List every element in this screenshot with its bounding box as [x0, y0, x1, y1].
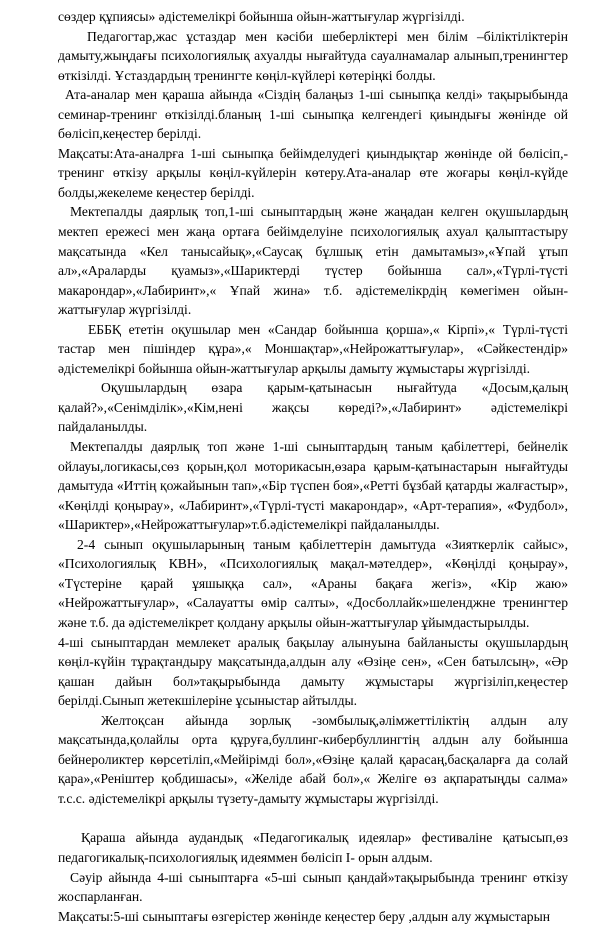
- paragraph-2: Педагогтар,жас ұстаздар мен кәсіби шеберліктері мен білім –біліктіліктерін дамыту,жыңдағы психологиялық ахуалды нығайтуда сауалнамалар алынып,тренингтер өткізілді. Ұстаздардың тренингте көңіл-күйлері көтеріңкі болды.: [58, 28, 568, 83]
- paragraph-12: Қараша айында аудандық «Педагогикалық идеялар» фестиваліне қатысып,өз педагогикалық-психологиялық идеяммен бөлісіп І- орын алдым.: [58, 830, 568, 865]
- paragraph-6: ЕББҚ ететін оқушылар мен «Сандар бойынша қорша»,« Кірпі»,« Түрлі-түсті тастар мен пішіндер құра»,« Моншақтар»,«Нейрожаттығулар», «Сәйкестендір» әдістемелікрі бойынша ойын-жаттығулар арқылы дамыту жұмыстары жүргізілді.: [58, 321, 568, 376]
- paragraph-13: Сәуір айында 4-ші сыныптарға «5-ші сынып қандай»тақырыбында тренинг өткізу жоспарланған.: [58, 869, 568, 905]
- paragraph-7: Оқушылардың өзара қарым-қатынасын нығайтуда «Досым,қалың қалай?»,«Сенімділік»,«Кім,нені жақсы көреді?»,«Лабиринт» әдістемелікрі пайдаланылды.: [58, 380, 568, 435]
- paragraph-9: 2-4 сынып оқушыларының таным қабілеттерін дамытуда «Зияткерлік сайыс», «Психологиялық КВН», «Психологиялық мақал-мәтелдер», «Көңілді қоңырау», «Түстеріне қарай ұяшыққа сал», «Араны бақаға жегіз», «Кір жаю» «Нейрожаттығулар», «Салауатты өмір салты», «Досболлайк»шеленджне тренингтер және т.б. да әдістемелікрет қолдану арқылы ойын-жаттығулар ұйымдастырылды.: [58, 536, 568, 630]
- paragraph-5: Мектепалды даярлық топ,1-ші сыныптардың және жаңадан келген оқушылардың мектеп ережесі мен жаңа ортаға бейімделуіне психологиялық ахуал қалыптастыру мақсатында «Кел танысайық»,«Саусақ бұлшық етін дамытамыз»,«Ұпай ұтып ал»,«Араларды қуамыз»,«Шариктерді түстер бойынша сал»,«Түрлі-түсті макарондар»,«Лабиринт»,« Ұпай жина» т.б. әдістемелікрдің көмегімен ойын-жаттығулар жүргізілді.: [58, 204, 568, 318]
- paragraph-gap: [58, 808, 568, 828]
- paragraph-4: Мақсаты:Ата-аналрға 1-ші сыныпқа бейімделудегі қиындықтар жөнінде ой бөлісіп,-тренинг өткізу арқылы көңіл-күйлерін көтеру.Ата-аналар өте жоғары көңіл-күйде болды,жекелеме кеңестер берілді.: [58, 145, 568, 200]
- paragraph-14: Мақсаты:5-ші сыныптағы өзгерістер жөнінде кеңестер беру ,алдын алу жұмыстарын: [58, 908, 550, 924]
- paragraph-8: Мектепалды даярлық топ және 1-ші сыныптардың таным қабілеттері, бейнелік ойлауы,логикасы,сөз қорын,қол моторикасын,өзара қарым-қатынастарын нығайтуды дамытуда «Иттің қожайынын тап»,«Бір түспен боя»,«Ретті бұзбай қатарды жалғастыр», «Көңілді қоңырау», «Лабиринт»,«Түрлі-түсті макарондар», «Арт-терапия», «Фудбол», «Шариктер»,«Нейрожаттығулар»т.б.әдістемелікрі пайдаланылды.: [58, 439, 568, 533]
- paragraph-3: Ата-аналар мен қараша айында «Сіздің балаңыз 1-ші сыныпқа келді» тақырыбында семинар-тренинг өткізілді.бланың 1-ші сыныпқа келгендегі қиындығы жөнінде ой бөлісіп,кеңестер берілді.: [58, 87, 568, 142]
- paragraph-1: сөздер құпиясы» әдістемелікрі бойынша ойын-жаттығулар жүргізілді.: [58, 9, 465, 24]
- paragraph-10: 4-ші сыныптардан мемлекет аралық бақылау алынуына байланысты оқушылардың көңіл-күйін тұрақтандыру мақсатында,алдын алу «Өзіңе сен», «Сен батылсың», «Әр қашан дайын бол»тақырыбында дамыту жұмыстары жүргізіліп,кеңестер берілді.Сынып жетекшілеріне ұсыныстар айтылды.: [58, 634, 568, 709]
- paragraph-11: Желтоқсан айында зорлық -зомбылық,әлімжеттіліктің алдын алу мақсатында,қолайлы орта құруға,буллинг-кибербуллингтің алдын алу бойынша бейнероликтер көрсетіліп,«Мейірімді бол»,«Өзіңе қалай қарасаң,басқаларға да солай қара»,«Реніштер қобдишасы», «Желіде абай бол»,« Желіге өз ақпаратыңды салма» т.с.с. әдістемелікрі арқылы түзету-дамыту жұмыстары жүргізілді.: [58, 712, 568, 806]
